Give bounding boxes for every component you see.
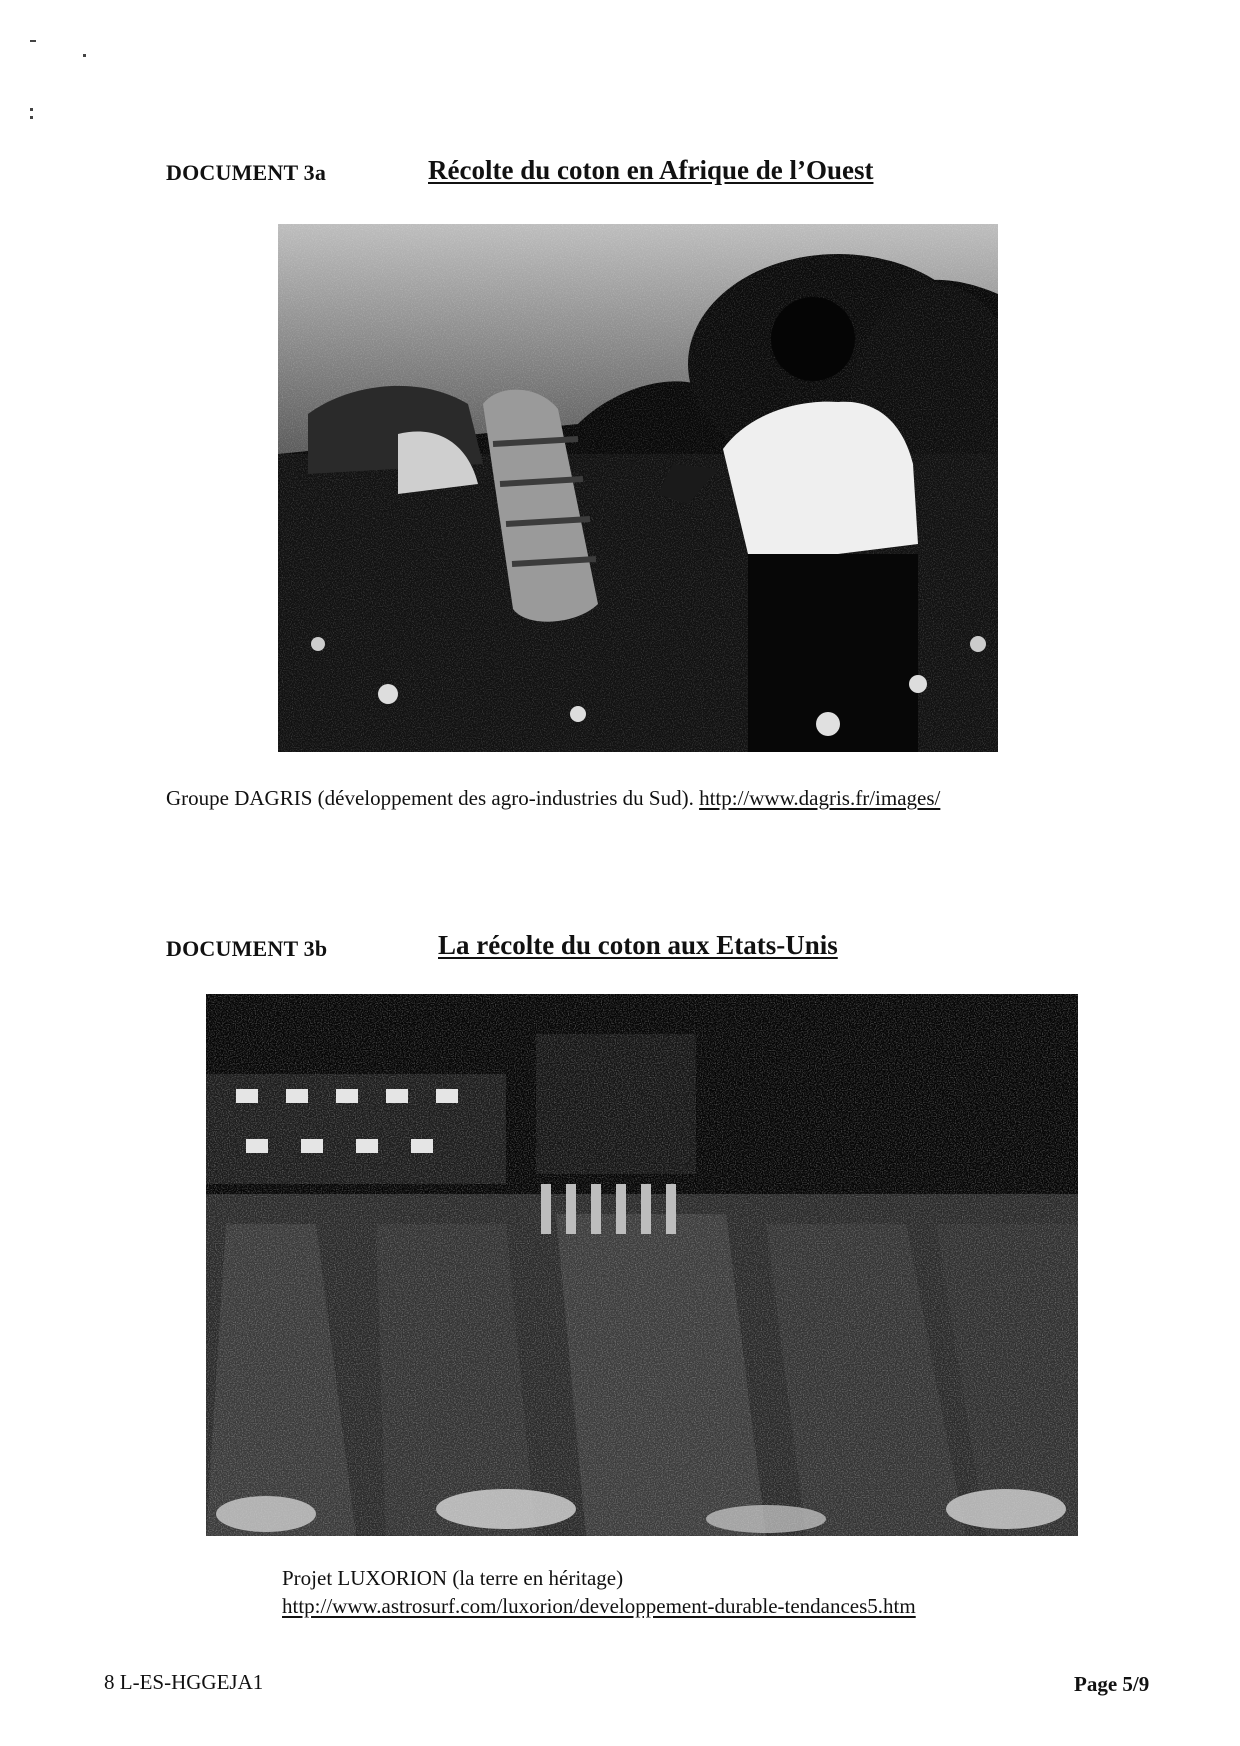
document-3b-source-link[interactable]: http://www.astrosurf.com/luxorion/developpement-durable-tendances5.htm (282, 1594, 916, 1618)
document-3b-title: La récolte du coton aux Etats-Unis (438, 930, 838, 960)
footer-document-code: 8 L-ES-HGGEJA1 (104, 1670, 264, 1694)
document-3a-source-link[interactable]: http://www.dagris.fr/images/ (699, 786, 941, 810)
scan-mark (30, 40, 36, 42)
photo-mechanical-cotton-harvest-usa (206, 994, 1078, 1536)
scan-mark (83, 54, 86, 57)
photo-cotton-harvest-west-africa (278, 224, 998, 752)
document-3a-source: Groupe DAGRIS (développement des agro-industries du Sud). (166, 786, 694, 810)
scan-mark (30, 116, 33, 119)
document-3a-label: DOCUMENT 3a (166, 160, 327, 185)
footer-page-number: Page 5/9 (1074, 1672, 1150, 1696)
document-3a-title: Récolte du coton en Afrique de l’Ouest (428, 155, 874, 185)
document-3a-caption (166, 786, 940, 811)
document-3b-caption-line1: Projet LUXORION (la terre en héritage) (282, 1566, 624, 1590)
document-3b-label: DOCUMENT 3b (166, 936, 328, 961)
scan-mark (30, 108, 33, 111)
